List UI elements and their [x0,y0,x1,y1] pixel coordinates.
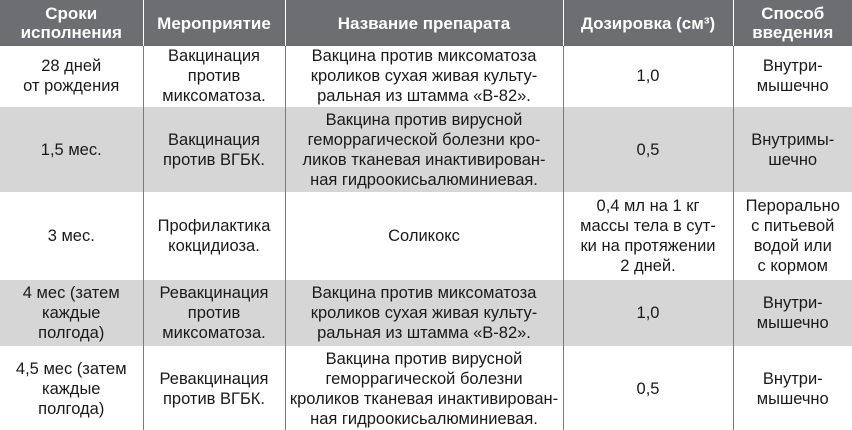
cell-text-line: Внутри- [738,56,849,76]
cell-text-line: кроликов тканевая инактивирован- [290,389,559,409]
cell-text-line: Вакцина против вирусной [290,349,559,369]
cell-text-line: против ВГБК. [148,150,281,170]
table-row [0,46,852,107]
cell-text-line: ральная из штамма «В-82». [290,86,559,106]
cell-text-line: Вакцинация [148,130,281,150]
cell-dosage [563,193,733,280]
cell-event [143,193,285,280]
cell-drug-name [285,280,563,347]
cell-event [143,347,285,430]
table-row [0,280,852,347]
cell-route [733,193,852,280]
cell-dosage [563,280,733,347]
cell-text-line: 28 дней [4,56,139,76]
cell-text-line: с кормом [738,256,849,276]
cell-text-line: миксоматоза. [148,86,281,106]
cell-text-line: водой или [738,236,849,256]
cell-text-line: кроликов сухая живая культу- [290,303,559,323]
cell-text-line: Вакцина против миксоматоза [290,46,559,66]
header-drug-name: Название препарата [285,0,563,46]
header-timing: Сроки исполнения [0,0,143,46]
cell-text-line: кокцидиоза. [148,236,281,256]
table-row [0,193,852,280]
cell-text-line: геморрагической болезни кро- [290,130,559,150]
cell-text-line: 4 мес (затем [4,283,139,303]
cell-text-line: каждые [4,303,139,323]
cell-text-line: ная гидроокисьалюминиевая. [290,170,559,190]
cell-text-line: геморрагической болезни [290,369,559,389]
cell-event [143,107,285,193]
cell-text-line: Перорально [738,196,849,216]
cell-text-line: ки на протяжении [568,236,729,256]
cell-text-line: 0,5 [568,140,729,160]
cell-text-line: 1,5 мес. [4,140,139,160]
cell-route [733,46,852,107]
cell-text-line: от рождения [4,76,139,96]
cell-dosage [563,347,733,430]
cell-text-line: Ревакцинация [148,283,281,303]
cell-text-line: 0,4 мл на 1 кг [568,196,729,216]
cell-text-line: полгода) [4,399,139,419]
cell-dosage [563,46,733,107]
cell-text-line: Вакцина против вирусной [290,110,559,130]
cell-text-line: Соликокс [290,226,559,246]
cell-drug-name [285,347,563,430]
cell-text-line: с питьевой [738,216,849,236]
cell-text-line: 1,0 [568,303,729,323]
cell-text-line: 0,5 [568,379,729,399]
header-dosage: Дозировка (см³) [563,0,733,46]
cell-timing [0,347,143,430]
cell-text-line: против ВГБК. [148,389,281,409]
cell-timing [0,46,143,107]
cell-text-line: 2 дней. [568,256,729,276]
cell-text-line: 3 мес. [4,226,139,246]
cell-drug-name [285,193,563,280]
cell-text-line: Вакцина против миксоматоза [290,283,559,303]
cell-text-line: Ревакцинация [148,369,281,389]
header-route: Способ введения [733,0,852,46]
cell-drug-name [285,46,563,107]
cell-text-line: массы тела в сут- [568,216,729,236]
cell-text-line: мышечно [738,389,849,409]
cell-text-line: мышечно [738,313,849,333]
cell-text-line: ральная из штамма «В-82». [290,323,559,343]
cell-route [733,107,852,193]
cell-text-line: ликов тканевая инактивирован- [290,150,559,170]
table-row [0,107,852,193]
cell-text-line: против [148,66,281,86]
cell-text-line: Профилактика [148,216,281,236]
table-header-row [0,0,852,46]
cell-text-line: 4,5 мес (затем [4,359,139,379]
cell-text-line: каждые [4,379,139,399]
cell-timing [0,280,143,347]
cell-dosage [563,107,733,193]
cell-text-line: миксоматоза. [148,323,281,343]
cell-event [143,280,285,347]
table-row [0,347,852,430]
cell-event [143,46,285,107]
cell-route [733,280,852,347]
cell-text-line: шечно [738,150,849,170]
cell-text-line: кроликов сухая живая культу- [290,66,559,86]
cell-timing [0,193,143,280]
header-event: Мероприятие [143,0,285,46]
cell-timing [0,107,143,193]
cell-text-line: Внутримы- [738,130,849,150]
cell-text-line: Внутри- [738,293,849,313]
cell-drug-name [285,107,563,193]
cell-text-line: Внутри- [738,369,849,389]
cell-text-line: против [148,303,281,323]
cell-text-line: 1,0 [568,66,729,86]
cell-text-line: Вакцинация [148,46,281,66]
cell-route [733,347,852,430]
cell-text-line: полгода) [4,323,139,343]
cell-text-line: ная гидроокисьалюминиевая. [290,409,559,429]
cell-text-line: мышечно [738,76,849,96]
